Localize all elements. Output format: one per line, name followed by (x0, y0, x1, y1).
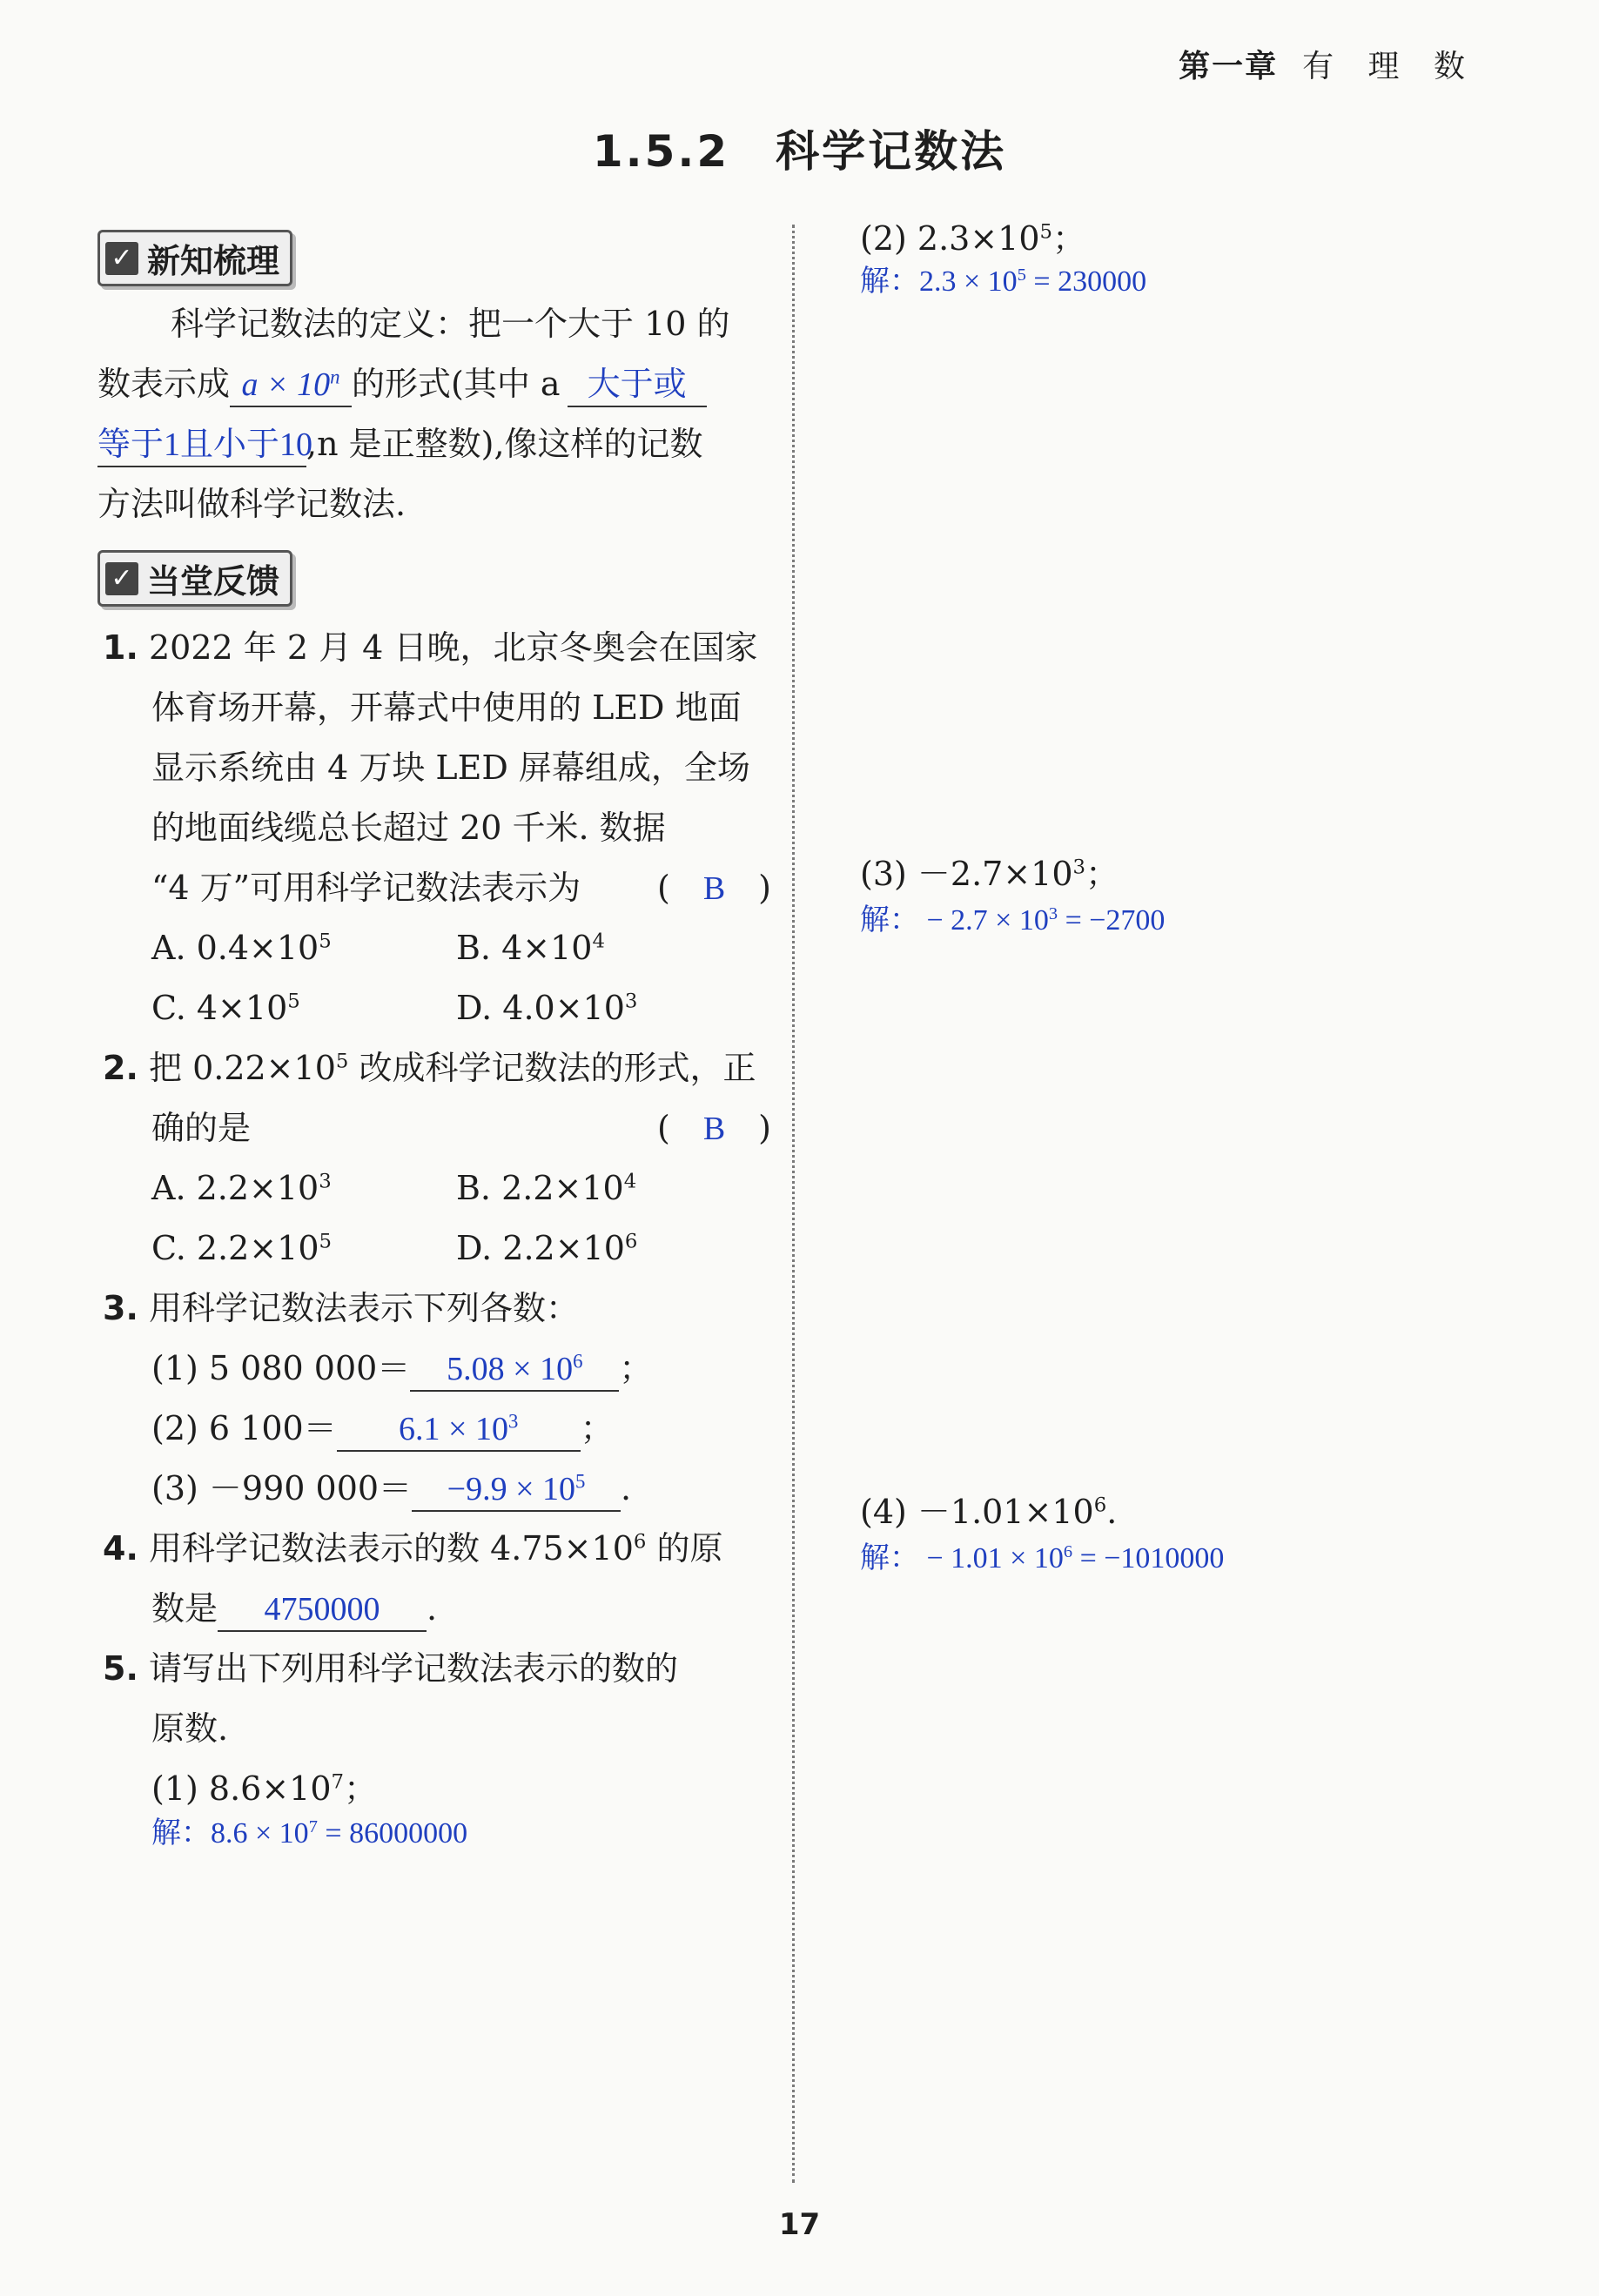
option-b: B. $4\times 10^4$ (456, 929, 605, 967)
section-label: 新知梳理 (147, 242, 280, 280)
answer-bracket: ( B ) (656, 869, 771, 907)
solution-1: 解：$8.6 \times 10^7 = 86000000$ (151, 1816, 468, 1850)
answer-blank: $5.08 \times 10^6$ (410, 1348, 619, 1392)
answer-bracket: ( B ) (656, 1109, 771, 1147)
definition-blank-2b: 等于1且小于10 (97, 424, 306, 467)
page-title: 1.5.2 科学记数法 (592, 126, 1007, 177)
options-row (103, 1218, 771, 1279)
option-a: A. $2.2\times 10^3$ (151, 1169, 332, 1207)
section-feedback (97, 550, 292, 607)
sub-question-1: (1) $8.6\times 10^7$； (151, 1769, 378, 1808)
checkmark-icon: ✓ (105, 242, 138, 275)
definition-line-3: 等于1且小于10,n 是正整数),像这样的记数 (97, 414, 768, 474)
option-d: D. $4.0\times 10^3$ (456, 989, 638, 1027)
sub-question-4: $(4) -1.01\times 10^6$. 解： − $1.01 \times 10^6 = -1010000$ (860, 1493, 1225, 1574)
option-b: B. $2.2\times 10^4$ (456, 1169, 637, 1207)
question-5: 5. 请写出下列用科学记数法表示的数的 原数. (1) $8.6\times 10^7$； 解：$8.6 \times 10^7 = 86000000$ (103, 1639, 771, 1851)
checkmark-icon: ✓ (105, 562, 138, 595)
section-label: 当堂反馈 (147, 562, 280, 601)
chapter-topic: 有 理 数 (1302, 49, 1477, 84)
definition-line-4: 方法叫做科学记数法. (97, 485, 406, 523)
question-2: 2. 把 $0.22\times 10^5$ 改成科学记数法的形式，正 确的是 ( B ) A. $2.2\times 10^3$ B. $2.2\times 10^4$ C. $2.2\times 10^5$ D. $2.2\times 10^6$ (103, 1038, 771, 1279)
options-row (103, 978, 771, 1038)
option-c: C. $4\times 10^5$ (151, 989, 300, 1027)
answer-choice: B (702, 870, 726, 907)
definition-blank-1: $a \times 10^n$ (230, 364, 352, 407)
option-d: D. $2.2\times 10^6$ (456, 1229, 638, 1267)
definition-block (97, 294, 768, 534)
options-row (103, 918, 771, 978)
running-header (1179, 42, 1477, 86)
sub-question-3: $(3) -2.7\times 10^3$； 解： − $2.7 \times 10^3 = -2700$ (860, 855, 1166, 937)
solution-2: 解：$2.3 \times 10^5 = 230000$ (860, 265, 1147, 298)
page-number: 17 (778, 2207, 821, 2242)
section-new-knowledge (97, 230, 292, 286)
definition-blank-2a: 大于或 (568, 364, 707, 407)
sub-question-2: (2) $2.3\times 10^5$； 解：$2.3 \times 10^5 = 230000$ (860, 219, 1147, 298)
solution-3: 解： − $2.7 \times 10^3 = -2700$ (860, 903, 1166, 937)
column-divider (792, 225, 795, 2183)
option-c: C. $2.2\times 10^5$ (151, 1229, 333, 1267)
answer-choice: B (702, 1111, 726, 1147)
answer-blank: $6.1 \times 10^3$ (337, 1408, 581, 1452)
question-3: 3. 用科学记数法表示下列各数： (1) 5 080 $000= 5.08 \times 10^6$ ； (2) 6 $100= 6.1 \times 10^3$ ； (3) －990 $000= -9.9 \times 10^5$ . (103, 1279, 771, 1519)
option-a: A. $0.4\times 10^5$ (151, 929, 332, 967)
definition-line-1: 科学记数法的定义：把一个大于 10 的 (171, 305, 730, 343)
solution-4: 解： − $1.01 \times 10^6 = -1010000$ (860, 1541, 1225, 1574)
definition-line-2: 数表示成 $a \times 10^n$ 的形式(其中 a 大于或 (97, 354, 768, 414)
options-row (103, 1158, 771, 1218)
chapter-label: 第一章 (1179, 49, 1279, 84)
question-1: 1. 2022 年 2 月 4 日晚，北京冬奥会在国家 体育场开幕，开幕式中使用的 LED 地面 显示系统由 4 万块 LED 屏幕组成，全场 的地面线缆总长超过 20 千米. 数据 “4 万”可用科学记数法表示为 ( B ) A. $0.4\times 10^5$ B. $4\times 10^4$ C. $4\times 10^5$ D. $4.0\times 10^3$ (103, 618, 771, 1038)
answer-blank: 4750000 (218, 1588, 427, 1632)
answer-blank: $-9.9 \times 10^5$ (412, 1468, 621, 1512)
question-4: 4. 用科学记数法表示的数 $4.75\times 10^6$ 的原 数是 4750000 . (103, 1519, 771, 1639)
